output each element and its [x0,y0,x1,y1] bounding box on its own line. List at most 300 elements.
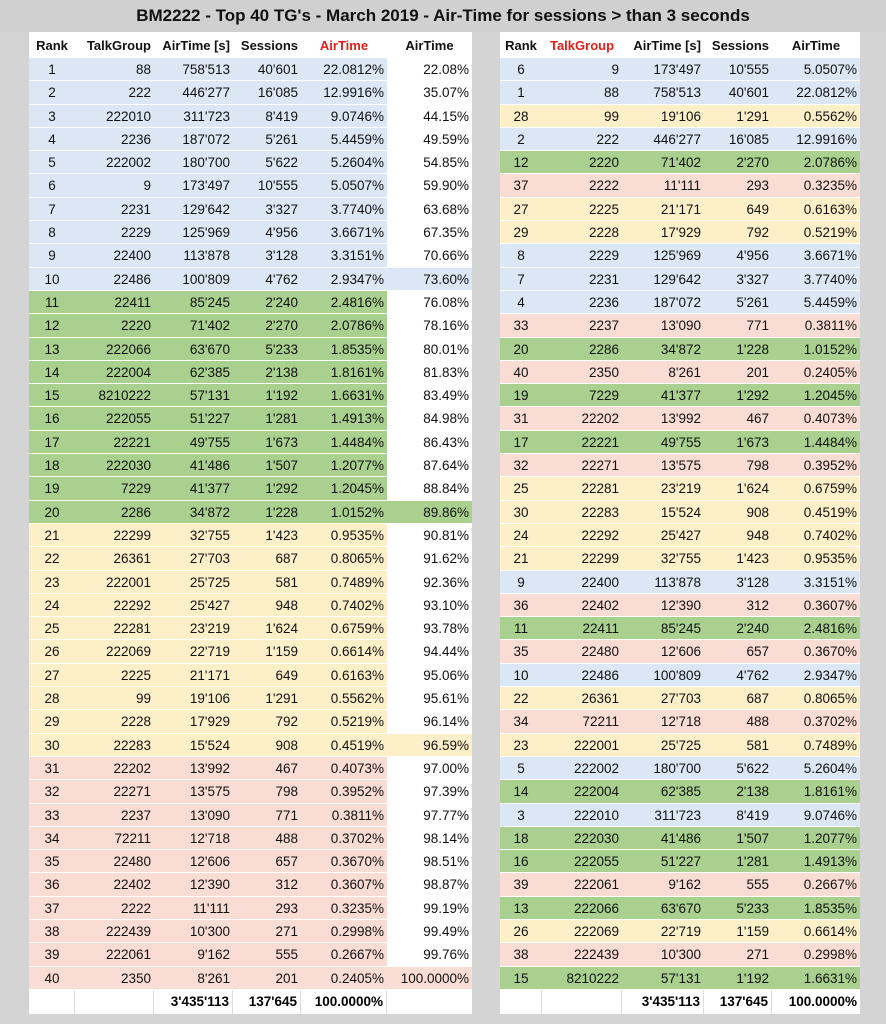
airtime-cell: 125'969 [622,244,704,266]
sessions-cell: 488 [704,710,772,732]
totals-rank-cell [29,990,75,1014]
table-row [500,594,860,617]
cumulative-cell: 81.83% [387,361,472,383]
percent-cell: 1.2077% [301,454,387,476]
table-row [500,244,860,267]
table-row [29,850,472,873]
header-airtime-pct: AirTime [319,37,369,53]
airtime-cell: 49'755 [154,431,233,453]
table-row [500,571,860,594]
sessions-cell: 40'601 [233,58,301,80]
talkgroup-cell: 2231 [75,198,154,220]
percent-cell: 0.2667% [772,873,860,895]
rank-cell: 9 [29,244,75,266]
rank-cell: 8 [29,221,75,243]
cumulative-cell: 35.07% [387,81,472,103]
airtime-cell: 25'427 [622,524,704,546]
cumulative-cell: 22.08% [387,58,472,80]
percent-cell: 0.3952% [772,454,860,476]
airtime-cell: 32'755 [622,547,704,569]
sessions-cell: 40'601 [704,81,772,103]
rank-cell: 34 [29,827,75,849]
percent-cell: 1.4484% [772,431,860,453]
rank-cell: 29 [500,221,542,243]
rank-cell: 5 [500,757,542,779]
table-row [500,431,860,454]
percent-cell: 3.7740% [301,198,387,220]
table-row [500,734,860,757]
percent-cell: 1.6631% [301,384,387,406]
percent-cell: 9.0746% [772,804,860,826]
table-row [500,291,860,314]
percent-cell: 0.7402% [772,524,860,546]
sessions-cell: 581 [233,571,301,593]
talkgroup-cell: 8210222 [542,967,622,989]
table-row [29,780,472,803]
table-row [29,361,472,384]
percent-cell: 0.5219% [301,710,387,732]
sessions-cell: 16'085 [704,128,772,150]
airtime-cell: 63'670 [622,897,704,919]
sessions-cell: 5'261 [704,291,772,313]
talkgroup-cell: 22221 [542,431,622,453]
rank-cell: 24 [500,524,542,546]
sessions-cell: 1'192 [704,967,772,989]
percent-cell: 0.3670% [772,640,860,662]
airtime-cell: 173'497 [154,174,233,196]
rank-cell: 19 [29,477,75,499]
table-row [29,920,472,943]
sessions-cell: 2'240 [704,617,772,639]
rank-cell: 8 [500,244,542,266]
table-row [29,128,472,151]
sessions-cell: 3'128 [233,244,301,266]
airtime-cell: 758'513 [154,58,233,80]
percent-cell: 0.6759% [301,617,387,639]
rank-cell: 18 [500,827,542,849]
totals-row [29,990,472,1014]
airtime-cell: 22'719 [154,640,233,662]
table-row [29,431,472,454]
percent-cell: 1.8535% [772,897,860,919]
table-row [29,81,472,104]
airtime-cell: 12'390 [622,594,704,616]
airtime-cell: 57'131 [622,967,704,989]
talkgroup-cell: 7229 [542,384,622,406]
sessions-cell: 1'159 [704,920,772,942]
percent-cell: 0.6163% [301,664,387,686]
rank-cell: 32 [500,454,542,476]
sessions-cell: 10'555 [233,174,301,196]
sessions-cell: 1'292 [233,477,301,499]
table-row [29,174,472,197]
talkgroup-cell: 9 [75,174,154,196]
rank-cell: 14 [29,361,75,383]
sessions-cell: 581 [704,734,772,756]
airtime-cell: 22'719 [622,920,704,942]
percent-cell: 0.3702% [772,710,860,732]
talkgroup-cell: 22221 [75,431,154,453]
table-row [500,710,860,733]
table-row [500,361,860,384]
percent-cell: 0.7402% [301,594,387,616]
table-row [500,151,860,174]
rank-cell: 30 [500,501,542,523]
rank-cell: 15 [29,384,75,406]
airtime-cell: 21'171 [154,664,233,686]
percent-cell: 0.3607% [301,873,387,895]
talkgroup-cell: 26361 [542,687,622,709]
percent-cell: 5.2604% [772,757,860,779]
sessions-cell: 1'507 [704,827,772,849]
rank-cell: 35 [29,850,75,872]
airtime-cell: 49'755 [622,431,704,453]
talkgroup-cell: 22411 [542,617,622,639]
talkgroup-cell: 88 [75,58,154,80]
talkgroup-cell: 222010 [542,804,622,826]
rank-cell: 12 [500,151,542,173]
percent-cell: 5.0507% [772,58,860,80]
percent-cell: 0.2998% [772,943,860,965]
totals-percent: 100.0000% [301,990,387,1014]
sessions-cell: 771 [704,314,772,336]
airtime-cell: 41'486 [154,454,233,476]
sessions-cell: 5'622 [704,757,772,779]
percent-cell: 0.2667% [301,943,387,965]
talkgroup-cell: 22292 [542,524,622,546]
talkgroup-cell: 99 [542,105,622,127]
table-row [500,897,860,920]
talkgroup-cell: 222055 [75,407,154,429]
percent-cell: 12.9916% [772,128,860,150]
percent-cell: 3.6671% [301,221,387,243]
table-row [500,384,860,407]
sessions-cell: 2'240 [233,291,301,313]
table-row [29,151,472,174]
sessions-cell: 1'292 [704,384,772,406]
rank-cell: 7 [29,198,75,220]
rank-cell: 28 [29,687,75,709]
airtime-cell: 311'723 [622,804,704,826]
talkgroup-cell: 2350 [75,967,154,989]
cumulative-cell: 80.01% [387,338,472,360]
talkgroup-cell: 222030 [75,454,154,476]
airtime-cell: 100'809 [622,664,704,686]
cumulative-cell: 54.85% [387,151,472,173]
talkgroup-cell: 2222 [75,897,154,919]
percent-cell: 2.4816% [772,617,860,639]
percent-cell: 0.6614% [772,920,860,942]
sessions-cell: 1'423 [233,524,301,546]
rank-cell: 5 [29,151,75,173]
rank-cell: 33 [500,314,542,336]
talkgroup-cell: 22480 [542,640,622,662]
sessions-cell: 3'327 [233,198,301,220]
sessions-cell: 467 [704,407,772,429]
table-row [29,710,472,733]
table-row [29,314,472,337]
airtime-cell: 71'402 [622,151,704,173]
table-row [29,594,472,617]
table-row [500,198,860,221]
header-talkgroup: TalkGroup [86,37,151,53]
sessions-cell: 555 [704,873,772,895]
table-row [29,617,472,640]
rank-cell: 25 [500,477,542,499]
talkgroup-cell: 22411 [75,291,154,313]
percent-cell: 3.6671% [772,244,860,266]
table-row [29,105,472,128]
percent-cell: 0.5562% [301,687,387,709]
rank-cell: 17 [29,431,75,453]
sessions-cell: 1'624 [233,617,301,639]
percent-cell: 0.3811% [301,804,387,826]
cumulative-cell: 94.44% [387,640,472,662]
table-row [29,873,472,896]
talkgroup-cell: 222439 [542,943,622,965]
talkgroup-cell: 72211 [542,710,622,732]
table-row [29,407,472,430]
talkgroup-cell: 222055 [542,850,622,872]
percent-cell: 1.8161% [772,780,860,802]
rank-cell: 10 [29,268,75,290]
percent-cell: 0.6163% [772,198,860,220]
sessions-cell: 1'192 [233,384,301,406]
airtime-cell: 51'227 [154,407,233,429]
airtime-cell: 57'131 [154,384,233,406]
talkgroup-cell: 2225 [75,664,154,686]
rank-cell: 18 [29,454,75,476]
cumulative-cell: 76.08% [387,291,472,313]
airtime-cell: 125'969 [154,221,233,243]
sessions-cell: 649 [233,664,301,686]
percent-cell: 0.2405% [772,361,860,383]
airtime-cell: 13'575 [622,454,704,476]
rank-cell: 33 [29,804,75,826]
table-row [29,571,472,594]
percent-cell: 0.7489% [301,571,387,593]
talkgroup-cell: 222004 [542,780,622,802]
airtime-cell: 187'072 [622,291,704,313]
rank-cell: 38 [500,943,542,965]
totals-tg-cell [542,990,622,1014]
cumulative-cell: 63.68% [387,198,472,220]
table-row [500,268,860,291]
talkgroup-cell: 2220 [75,314,154,336]
rank-cell: 34 [500,710,542,732]
sessions-cell: 798 [233,780,301,802]
airtime-cell: 85'245 [154,291,233,313]
percent-cell: 0.8065% [301,547,387,569]
table-row [500,640,860,663]
sessions-cell: 5'233 [233,338,301,360]
talkgroup-cell: 22402 [542,594,622,616]
talkgroup-cell: 22292 [75,594,154,616]
table-row [29,58,472,81]
rank-cell: 6 [29,174,75,196]
table-row [29,524,472,547]
percent-cell: 3.3151% [301,244,387,266]
airtime-cell: 23'219 [154,617,233,639]
airtime-cell: 62'385 [154,361,233,383]
airtime-cell: 758'513 [622,81,704,103]
table-row [500,757,860,780]
header-airtime-cum: AirTime [405,37,454,53]
rank-cell: 21 [500,547,542,569]
sessions-cell: 3'327 [704,268,772,290]
talkgroup-cell: 22202 [75,757,154,779]
airtime-cell: 129'642 [154,198,233,220]
talkgroup-cell: 2237 [75,804,154,826]
rank-cell: 23 [500,734,542,756]
percent-cell: 2.9347% [772,664,860,686]
cumulative-cell: 87.64% [387,454,472,476]
rank-cell: 27 [500,198,542,220]
percent-cell: 1.2077% [772,827,860,849]
talkgroup-cell: 222004 [75,361,154,383]
talkgroup-cell: 26361 [75,547,154,569]
table-row [29,757,472,780]
percent-cell: 0.9535% [772,547,860,569]
rank-cell: 3 [500,804,542,826]
cumulative-cell: 67.35% [387,221,472,243]
sessions-cell: 1'228 [704,338,772,360]
sessions-cell: 798 [704,454,772,476]
sorted-by-talkgroup-table [500,32,860,1014]
percent-cell: 0.3235% [301,897,387,919]
airtime-cell: 13'992 [622,407,704,429]
talkgroup-cell: 222001 [542,734,622,756]
airtime-cell: 63'670 [154,338,233,360]
table-header [29,32,472,58]
table-row [500,920,860,943]
sessions-cell: 10'555 [704,58,772,80]
table-row [29,501,472,524]
airtime-cell: 13'090 [622,314,704,336]
rank-cell: 13 [500,897,542,919]
table-row [500,105,860,128]
cumulative-cell: 97.39% [387,780,472,802]
airtime-cell: 12'718 [154,827,233,849]
table-row [29,291,472,314]
airtime-cell: 8'261 [154,967,233,989]
rank-cell: 36 [500,594,542,616]
airtime-cell: 13'090 [154,804,233,826]
cumulative-cell: 88.84% [387,477,472,499]
rank-cell: 20 [29,501,75,523]
table-row [29,967,472,990]
cumulative-cell: 97.00% [387,757,472,779]
rank-cell: 39 [29,943,75,965]
rank-cell: 37 [29,897,75,919]
airtime-cell: 85'245 [622,617,704,639]
talkgroup-cell: 22480 [75,850,154,872]
table-row [500,943,860,966]
percent-cell: 0.2998% [301,920,387,942]
rank-cell: 3 [29,105,75,127]
rank-cell: 2 [500,128,542,150]
talkgroup-cell: 222001 [75,571,154,593]
percent-cell: 0.7489% [772,734,860,756]
percent-cell: 0.6614% [301,640,387,662]
percent-cell: 1.4484% [301,431,387,453]
table-header [500,32,860,58]
rank-cell: 17 [500,431,542,453]
totals-sessions: 137'645 [233,990,301,1014]
sessions-cell: 1'624 [704,477,772,499]
airtime-cell: 187'072 [154,128,233,150]
table-row [29,268,472,291]
rank-cell: 11 [29,291,75,313]
sessions-cell: 4'956 [704,244,772,266]
table-row [500,338,860,361]
airtime-cell: 34'872 [154,501,233,523]
sessions-cell: 8'419 [233,105,301,127]
talkgroup-cell: 222002 [542,757,622,779]
percent-cell: 0.2405% [301,967,387,989]
airtime-cell: 12'718 [622,710,704,732]
rank-cell: 40 [29,967,75,989]
sessions-cell: 792 [704,221,772,243]
percent-cell: 1.8535% [301,338,387,360]
sessions-cell: 771 [233,804,301,826]
table-row [29,827,472,850]
talkgroup-cell: 22283 [542,501,622,523]
talkgroup-cell: 9 [542,58,622,80]
table-row [500,128,860,151]
airtime-cell: 11'111 [622,174,704,196]
percent-cell: 1.0152% [301,501,387,523]
airtime-cell: 25'427 [154,594,233,616]
rank-cell: 26 [500,920,542,942]
airtime-cell: 180'700 [622,757,704,779]
talkgroup-cell: 2228 [75,710,154,732]
table-row [500,81,860,104]
talkgroup-cell: 2236 [75,128,154,150]
percent-cell: 22.0812% [772,81,860,103]
table-row [500,664,860,687]
totals-rank-cell [500,990,542,1014]
talkgroup-cell: 22283 [75,734,154,756]
airtime-cell: 311'723 [154,105,233,127]
table-row [500,967,860,990]
sessions-cell: 1'673 [233,431,301,453]
talkgroup-cell: 222069 [542,920,622,942]
rank-cell: 19 [500,384,542,406]
sessions-cell: 1'291 [233,687,301,709]
sessions-cell: 4'956 [233,221,301,243]
talkgroup-cell: 222066 [75,338,154,360]
rank-cell: 4 [500,291,542,313]
cumulative-cell: 78.16% [387,314,472,336]
airtime-cell: 25'725 [154,571,233,593]
sessions-cell: 1'507 [233,454,301,476]
table-row [29,198,472,221]
sessions-cell: 1'423 [704,547,772,569]
talkgroup-cell: 22402 [75,873,154,895]
airtime-cell: 34'872 [622,338,704,360]
percent-cell: 0.4519% [301,734,387,756]
airtime-cell: 62'385 [622,780,704,802]
talkgroup-cell: 7229 [75,477,154,499]
table-row [29,897,472,920]
table-row [29,640,472,663]
sessions-cell: 293 [704,174,772,196]
percent-cell: 1.2045% [301,477,387,499]
sessions-cell: 1'281 [704,850,772,872]
percent-cell: 3.3151% [772,571,860,593]
percent-cell: 0.4073% [772,407,860,429]
